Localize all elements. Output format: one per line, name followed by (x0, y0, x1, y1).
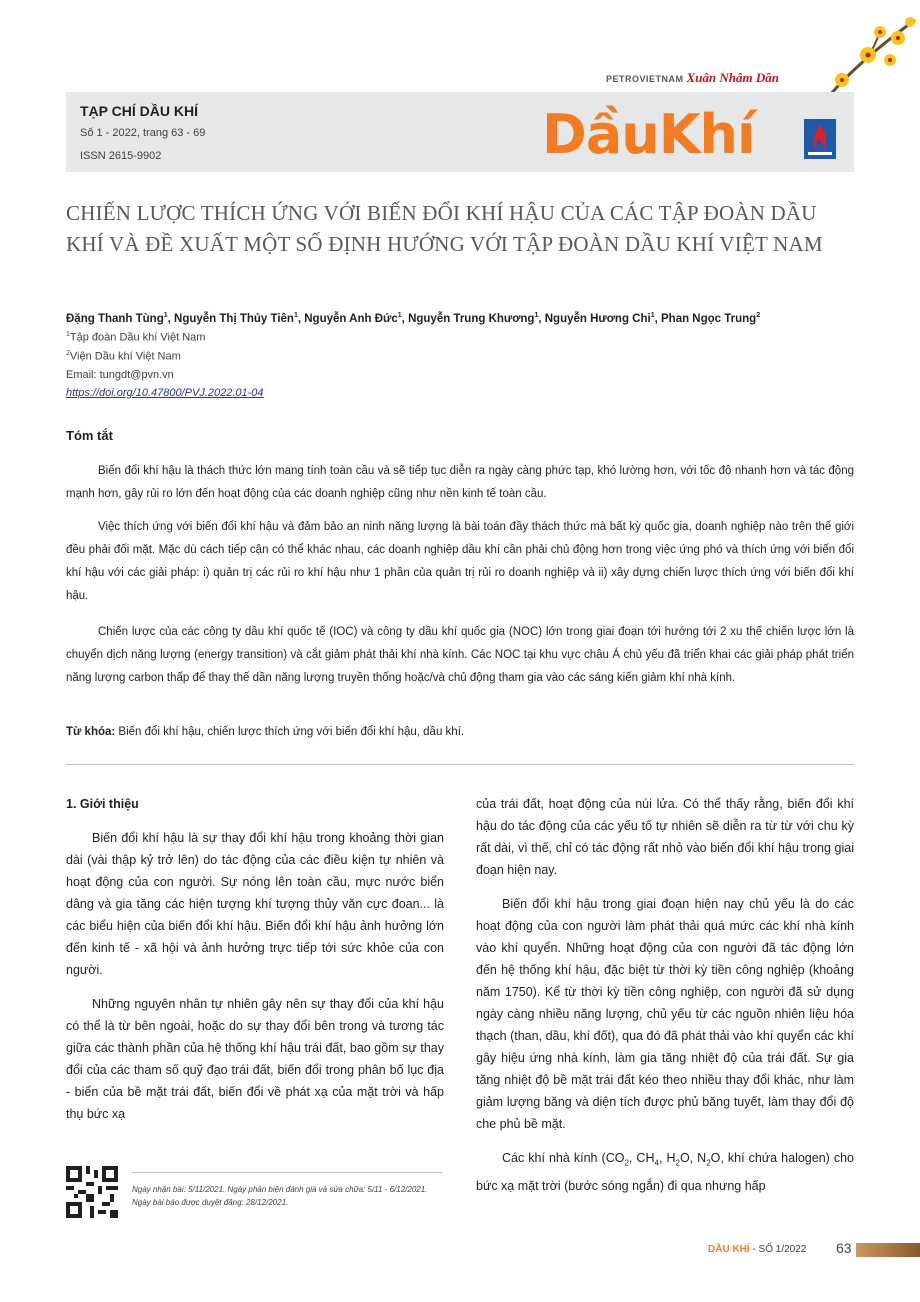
subscript: 4 (654, 1158, 659, 1168)
text-run: , H (658, 1151, 676, 1165)
qr-code-icon (66, 1166, 118, 1218)
author-name: Nguyễn Hương Chi (544, 312, 651, 325)
doi-link[interactable]: https://doi.org/10.47800/PVJ.2022.01-04 (66, 387, 264, 399)
abstract-paragraph: Chiến lược của các công ty dầu khí quốc tế (IOC) và công ty dầu khí quốc gia (NOC) lớn trong giai đoạn tới hướng tới 2 xu thế chiến lược lớn là chuyển dịch năng lượng (energy transition) và cắt giảm phát thải khí nhà kính. Các NOC tại khu vực châu Á chủ yếu đã triển khai các giải pháp phát triển năng lượng carbon thấp để thay thế dần năng lượng truyền thống hoặc/và chủ động tham gia vào các sáng kiến giảm khí nhà kính. (66, 626, 854, 684)
body-paragraph: của trái đất, hoạt động của núi lửa. Có thể thấy rằng, biến đổi khí hậu do tác động của các yếu tố tự nhiên sẽ diễn ra từ từ với chu kỳ rất dài, vì thế, chỉ có tác động rất nhỏ vào biến đổi khí hậu trong giai đoạn hiện nay. (476, 797, 854, 877)
author-aff-marker: 1 (534, 312, 539, 319)
body-paragraph: Những nguyên nhân tự nhiên gây nên sự thay đổi của khí hậu có thể là từ bên ngoài, hoặc do sự thay đổi bên trong và tương tác giữa các thành phần của hệ thống khí hậu trái đất, bao gồm sự thay đổi của các tham số quỹ đạo trái đất, biến đổi trong phân bố lục địa - biển của bề mặt trái đất, biến đổi về phát xạ của mặt trời và hấp thụ bức xạ (66, 997, 444, 1121)
footer-bar (856, 1243, 920, 1257)
subscript: 2 (624, 1158, 629, 1168)
affiliation-text: Viện Dầu khí Việt Nam (69, 350, 181, 363)
page-number: 63 (836, 1240, 852, 1256)
subscript: 2 (675, 1158, 680, 1168)
author-name: Nguyễn Trung Khương (408, 312, 535, 325)
author-email: Email: tungdt@pvn.vn (66, 369, 174, 381)
affiliation-number: 2 (66, 350, 70, 357)
footer-journal (708, 1244, 806, 1255)
keywords-text: Biến đổi khí hậu, chiến lược thích ứng với biến đổi khí hậu, dầu khí. (118, 726, 465, 738)
author-name: Phan Ngọc Trung (661, 312, 757, 325)
author-list: Đặng Thanh Tùng$^1$, Nguyễn Thị Thủy Tiên$^1$, Nguyễn Anh Đức$^1$, Nguyễn Trung Khương$^1$, Nguyễn Hương Chi$^1$, Phan Ngọc Trung$^2$ (66, 312, 761, 325)
article-dates (132, 1183, 427, 1209)
dau-khi-logo: DầuKhí (542, 103, 755, 166)
affiliation-text: Tập đoàn Dầu khí Việt Nam (69, 331, 206, 344)
abstract-paragraph: Việc thích ứng với biến đổi khí hậu và đảm bảo an ninh năng lượng là bài toán đầy thách thức mà bất kỳ quốc gia, doanh nghiệp nào trên thế giới đều phải đối mặt. Mặc dù cách tiếp cận có thể khác nhau, các doanh nghiệp dầu khí cần phải chủ động hơn trong việc ứng phó và thích ứng với biến đổi khí hậu với các giải pháp: i) quản trị các rủi ro khí hậu như 1 phần của quản trị rủi ro doanh nghiệp và ii) xây dựng chiến lược thích ứng với biến đổi khí hậu. (66, 521, 854, 602)
keywords-label: Từ khóa: (66, 726, 116, 738)
body-column-right (476, 793, 854, 1209)
body-column-left (66, 793, 444, 1137)
author-aff-marker: 1 (397, 312, 402, 319)
author-name: Nguyễn Thị Thủy Tiên (174, 312, 294, 325)
blossom-decoration-icon (820, 10, 920, 100)
author-name: Đặng Thanh Tùng (66, 312, 164, 325)
footer-journal-name: DẦU KHÍ (708, 1244, 750, 1255)
article-title: CHIẾN LƯỢC THÍCH ỨNG VỚI BIẾN ĐỔI KHÍ HẬU CỦA CÁC TẬP ĐOÀN DẦU KHÍ VÀ ĐỀ XUẤT MỘT SỐ ĐỊNH HƯỚNG VỚI TẬP ĐOÀN DẦU KHÍ VIỆT NAM (66, 201, 823, 256)
author-name: Nguyễn Anh Đức (304, 312, 398, 325)
section-heading: 1. Giới thiệu (66, 797, 139, 811)
author-aff-marker: 2 (756, 312, 761, 319)
text-run: Các khí nhà kính (CO (502, 1151, 625, 1165)
affiliation (66, 331, 205, 344)
affiliation (66, 350, 181, 363)
abstract-paragraph: Biến đổi khí hậu là thách thức lớn mang tính toàn cầu và sẽ tiếp tục diễn ra ngày càng phức tạp, khó lường hơn, với tốc độ nhanh hơn và tác động mạnh hơn, gây rủi ro lớn đến hoạt động của các doanh nghiệp cũng như nền kinh tế toàn cầu. (66, 465, 854, 500)
journal-name: TẠP CHÍ DẦU KHÍ (80, 103, 198, 119)
brand-name: PETROVIETNAM (606, 74, 684, 84)
journal-issn: ISSN 2615-9902 (80, 150, 162, 162)
body-paragraph: Biến đổi khí hậu là sự thay đổi khí hậu trong khoảng thời gian dài (vài thập kỷ trở lên) do tác động của các điều kiện tự nhiên và hoạt động của con người. Sự nóng lên toàn cầu, mực nước biển dâng và gia tăng các hiện tượng khí tượng thủy văn cực đoan... là các biểu hiện của biến đổi khí hậu. Biến đổi khí hậu ảnh hưởng lớn đến kinh tế - xã hội và ảnh hưởng trực tiếp tới sức khỏe của con người. (66, 831, 444, 977)
body-paragraph: Biến đổi khí hậu trong giai đoạn hiện nay chủ yếu là do các hoạt động của con người làm phát thải quá mức các khí nhà kính vào khí quyển. Những hoạt động của con người đã tác động lớn đến hệ thống khí hậu, đặc biệt từ thời kỳ tiền công nghiệp (khoảng năm 1750). Kể từ thời kỳ tiền công nghiệp, con người đã sử dụng ngày càng nhiều năng lượng, chủ yếu từ các nguồn nhiên liệu hóa thạch (than, dầu, khí đốt), qua đó đã phát thải vào khí quyển các khí gây hiệu ứng nhà kính, làm gia tăng nhiệt độ của trái đất. Sự gia tăng nhiệt độ bề mặt trái đất kéo theo nhiều thay đổi khác, như làm giảm lượng băng và diện tích được phủ băng tuyết, làm thay đổi độ che phủ bề mặt. (476, 897, 854, 1131)
brand-script: Xuân Nhâm Dần (686, 70, 780, 85)
affiliation-number: 1 (66, 331, 70, 338)
journal-issue: Số 1 - 2022, trang 63 - 69 (80, 127, 206, 139)
flame-logo-icon (804, 119, 836, 159)
text-run: O, khí chứa halogen) cho bức xạ mặt trời (bước sóng ngắn) đi qua nhưng hấp (476, 1151, 855, 1193)
author-aff-marker: 1 (293, 312, 298, 319)
section-divider (66, 764, 854, 765)
text-run: O, N (679, 1151, 707, 1165)
author-aff-marker: 1 (163, 312, 168, 319)
brand-line (606, 70, 779, 86)
text-run: , CH (628, 1151, 655, 1165)
subscript: 2 (706, 1158, 711, 1168)
footer-issue: - SỐ 1/2022 (749, 1244, 807, 1255)
received-date: Ngày nhận bài: 5/11/2021. Ngày phản biện đánh giá và sửa chữa: 5/11 - 6/12/2021. (132, 1185, 428, 1194)
abstract-heading: Tóm tắt (66, 428, 113, 443)
author-aff-marker: 1 (650, 312, 655, 319)
notes-divider (132, 1172, 442, 1173)
accepted-date: Ngày bài báo được duyệt đăng: 28/12/2021. (132, 1198, 289, 1207)
keywords (66, 726, 464, 738)
body-paragraph (476, 1147, 854, 1197)
